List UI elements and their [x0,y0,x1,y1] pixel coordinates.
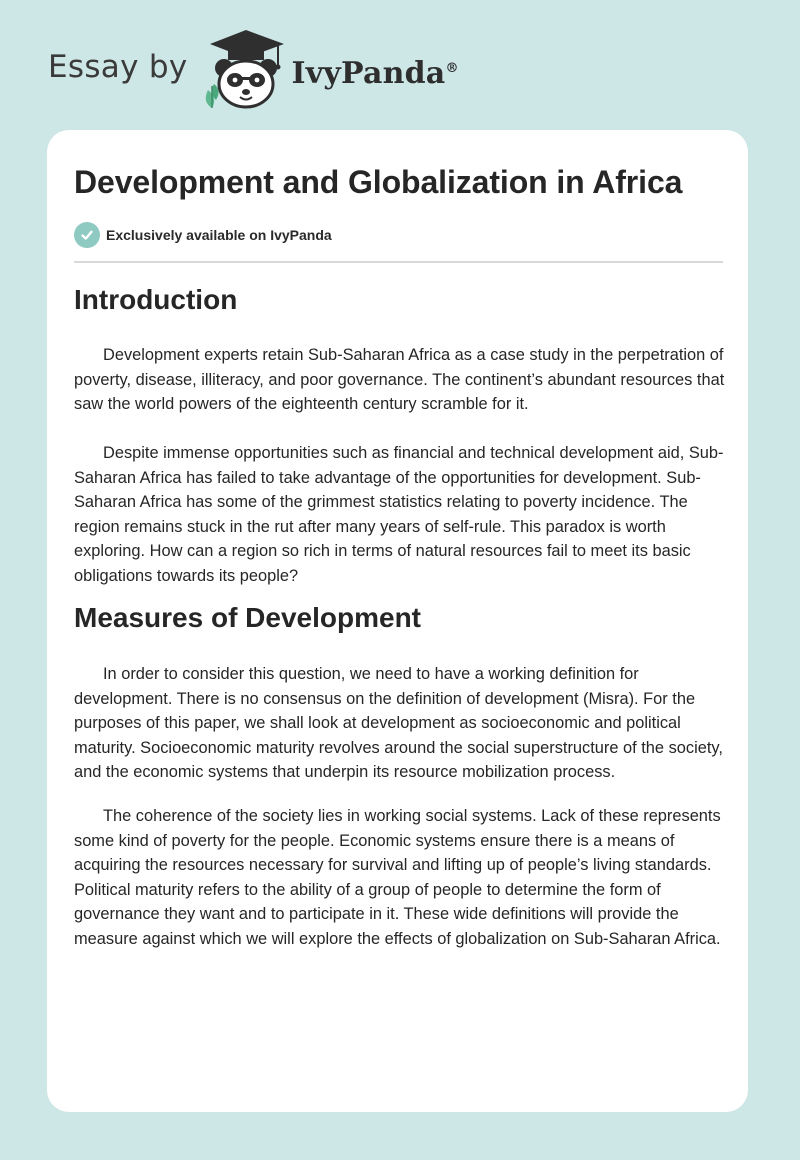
exclusive-badge [74,222,332,248]
section-heading-measures-of-development: Measures of Development [74,602,421,633]
essay-by-label: Essay by [48,49,188,85]
page-title: Development and Globalization in Africa [74,164,683,200]
essay-card [47,130,748,1112]
divider [74,261,723,263]
site-header [48,30,459,110]
paragraph: The coherence of the society lies in working social systems. Lack of these represents some kind of poverty for the people. Economic systems ensure there is a means of acquiring the resources necessary for survival and lifting up of people’s living standards. Political maturity refers to the ability of a group of people to determine the form of governance they want and to participate in it. These wide definitions will provide the measure against which we will explore the effects of globalization on Sub-Saharan Africa. [74,807,721,948]
check-circle-icon [74,222,100,248]
panda-graduate-icon[interactable] [202,30,294,110]
paragraph: Development experts retain Sub-Saharan Africa as a case study in the perpetration of poverty, disease, illiteracy, and poor governance. The continent’s abundant resources that saw the world powers of the eighteenth century scramble for it. [74,346,725,413]
section-heading-introduction: Introduction [74,284,238,315]
badge-label: Exclusively available on IvyPanda [106,227,332,243]
brand-name[interactable]: IvyPanda® [291,55,459,91]
paragraph: In order to consider this question, we need to have a working definition for development. There is no consensus on the definition of development (Misra). For the purposes of this paper, we shall look at development as socioeconomic and political maturity. Socioeconomic maturity revolves around the social superstructure of the society, and the economic systems that underpin its resource mobilization process. [74,665,723,781]
paragraph: Despite immense opportunities such as financial and technical development aid, Sub-Saharan Africa has failed to take advantage of the opportunities for development. Sub-Saharan Africa has some of the grimmest statistics relating to poverty incidence. The region remains stuck in the rut after many years of self-rule. This paradox is worth exploring. How can a region so rich in terms of natural resources fail to meet its basic obligations towards its people? [74,444,724,585]
